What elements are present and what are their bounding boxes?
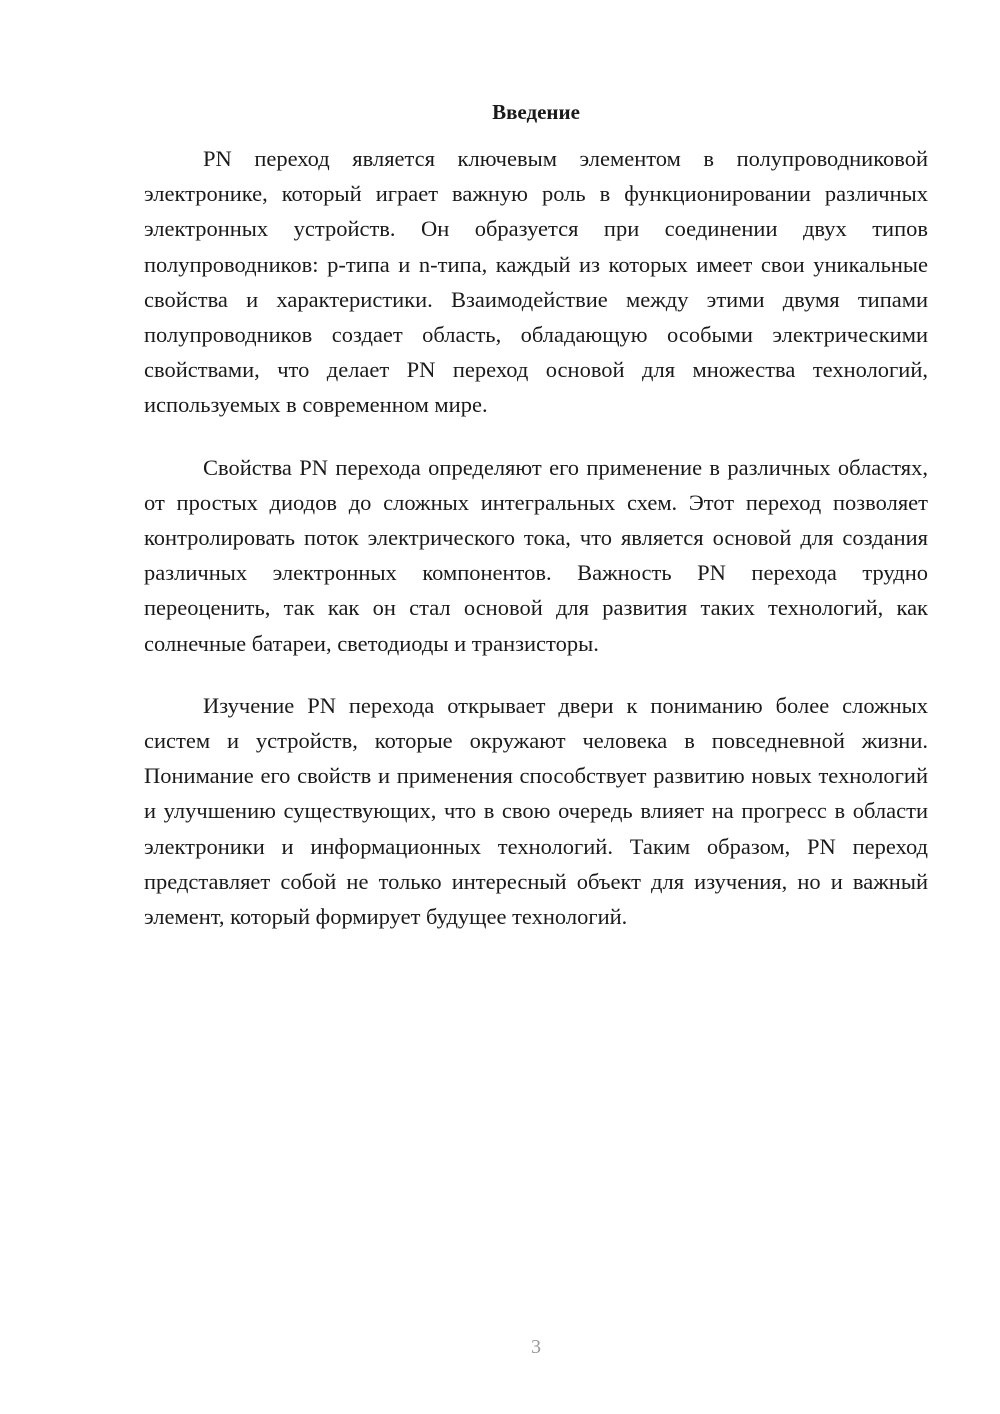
page-number: 3 (531, 1336, 541, 1358)
paragraph-1: PN переход является ключевым элементом в полупроводниковой электронике, который играет важную роль в функционировании различных электронных устройств. Он образуется при соединении двух типов полупроводников: p-типа и n-типа, каждый из которых имеет свои уникальные свойства и характеристики. Взаимодействие между этими двумя типами полупроводников создает область, обладающую особыми электрическими свойствами, что делает PN переход основой для множества технологий, используемых в современном мире. (144, 146, 928, 418)
paragraph-3: Изучение PN перехода открывает двери к пониманию более сложных систем и устройств, которые окружают человека в повседневной жизни. Понимание его свойств и применения способствует развитию новых технологий и улучшению существующих, что в свою очередь влияет на прогресс в области электроники и информационных технологий. Таким образом, PN переход представляет собой не только интересный объект для изучения, но и важный элемент, который формирует будущее технологий. (144, 692, 928, 930)
paragraph-2: Свойства PN перехода определяют его применение в различных областях, от простых диодов до сложных интегральных схем. Этот переход позволяет контролировать поток электрического тока, что является основой для создания различных электронных компонентов. Важность PN перехода трудно переоценить, так как он стал основой для развития таких технологий, как солнечные батареи, светодиоды и транзисторы. (144, 454, 928, 656)
page-title: Введение (492, 100, 580, 124)
body-text (144, 141, 928, 961)
